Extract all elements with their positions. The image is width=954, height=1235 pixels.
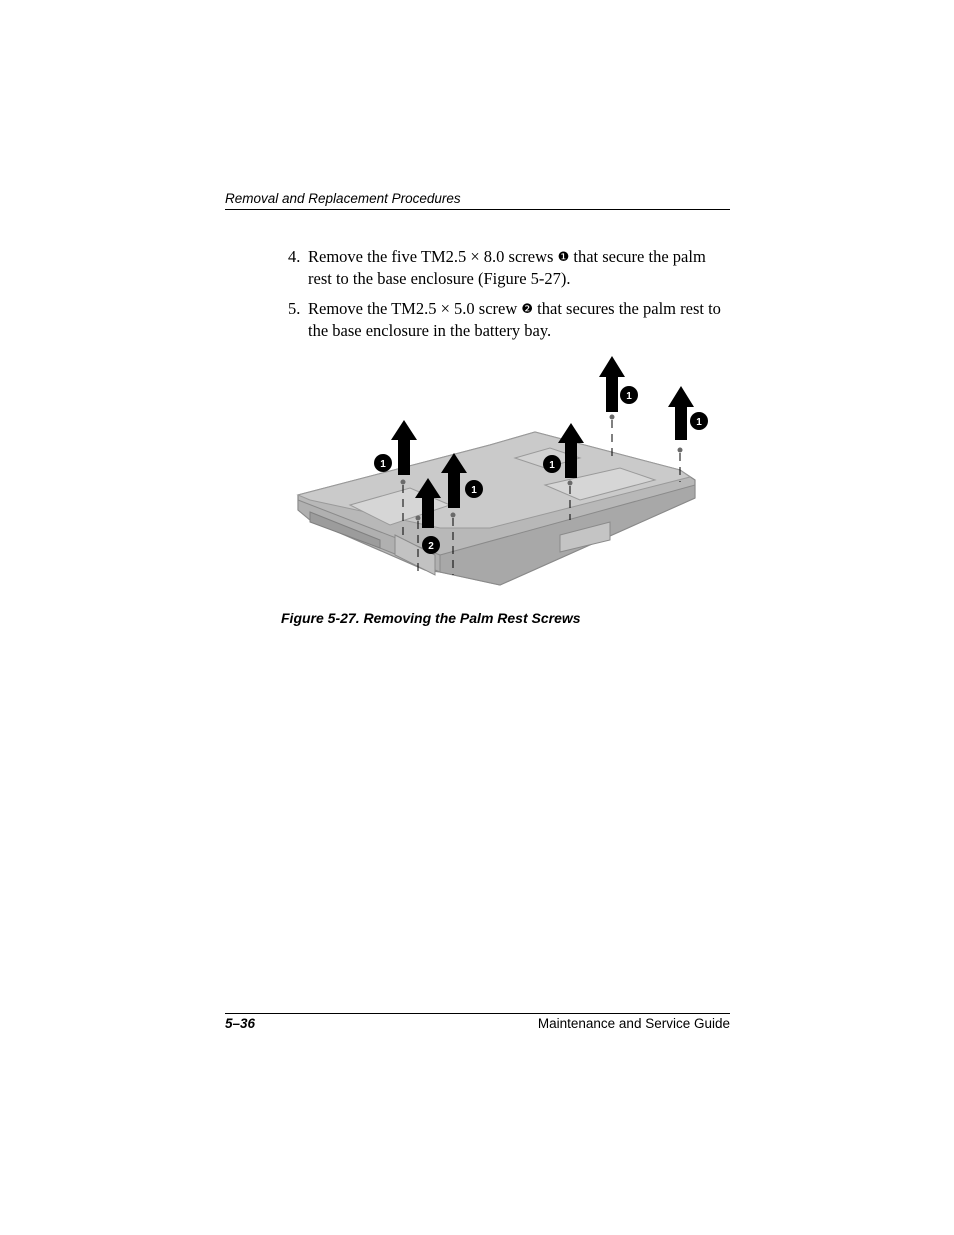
- callout-badge: [620, 386, 638, 404]
- step-text-before: Remove the five TM2.5 × 8.0 screws: [308, 247, 558, 266]
- running-header: [225, 191, 730, 210]
- screw-icon: [678, 448, 683, 453]
- callout-label: 1: [626, 391, 632, 402]
- step-text-after: that secure the palm rest to the base enclosure (Figure 5-27).: [308, 247, 706, 288]
- guide-title: Maintenance and Service Guide: [537, 1016, 730, 1031]
- callout-label: 1: [471, 485, 477, 496]
- step-text-before: Remove the TM2.5 × 5.0 screw: [308, 299, 522, 318]
- callout-badge: [690, 412, 708, 430]
- base-enclosure: [298, 432, 695, 585]
- screw-icon: [401, 480, 406, 485]
- step-text-after: that secures the palm rest to the base enclosure in the battery bay.: [308, 299, 721, 340]
- laptop-base-illustration: [290, 350, 720, 600]
- callout-badge: [543, 455, 561, 473]
- screw-icon: [568, 481, 573, 486]
- page-number: 5–36: [225, 1016, 256, 1031]
- screw-icon: [416, 516, 421, 521]
- callout-1-icon: ❶: [557, 250, 570, 265]
- callout-2-icon: ❷: [521, 302, 534, 317]
- callout-badge: [374, 454, 392, 472]
- arrow-up-icon: [668, 386, 694, 440]
- screw-icon: [610, 415, 615, 420]
- step-number: 5.: [288, 299, 301, 318]
- screw-icon: [451, 513, 456, 518]
- procedure-steps: [288, 246, 730, 350]
- callout-badge: [465, 480, 483, 498]
- callout-label: 1: [696, 417, 702, 428]
- figure-caption: Figure 5-27. Removing the Palm Rest Screws: [281, 610, 581, 626]
- step-item: [288, 246, 730, 289]
- callout-badge: [422, 536, 440, 554]
- running-footer: [225, 1013, 730, 1031]
- section-title: Removal and Replacement Procedures: [225, 191, 461, 206]
- step-number: 4.: [288, 247, 301, 266]
- palm-rest-screws-figure: [290, 350, 720, 600]
- arrow-up-icon: [599, 356, 625, 412]
- step-item: [288, 298, 730, 341]
- callout-label: 1: [549, 460, 555, 471]
- callout-label: 1: [380, 459, 386, 470]
- callout-label: 2: [428, 541, 434, 552]
